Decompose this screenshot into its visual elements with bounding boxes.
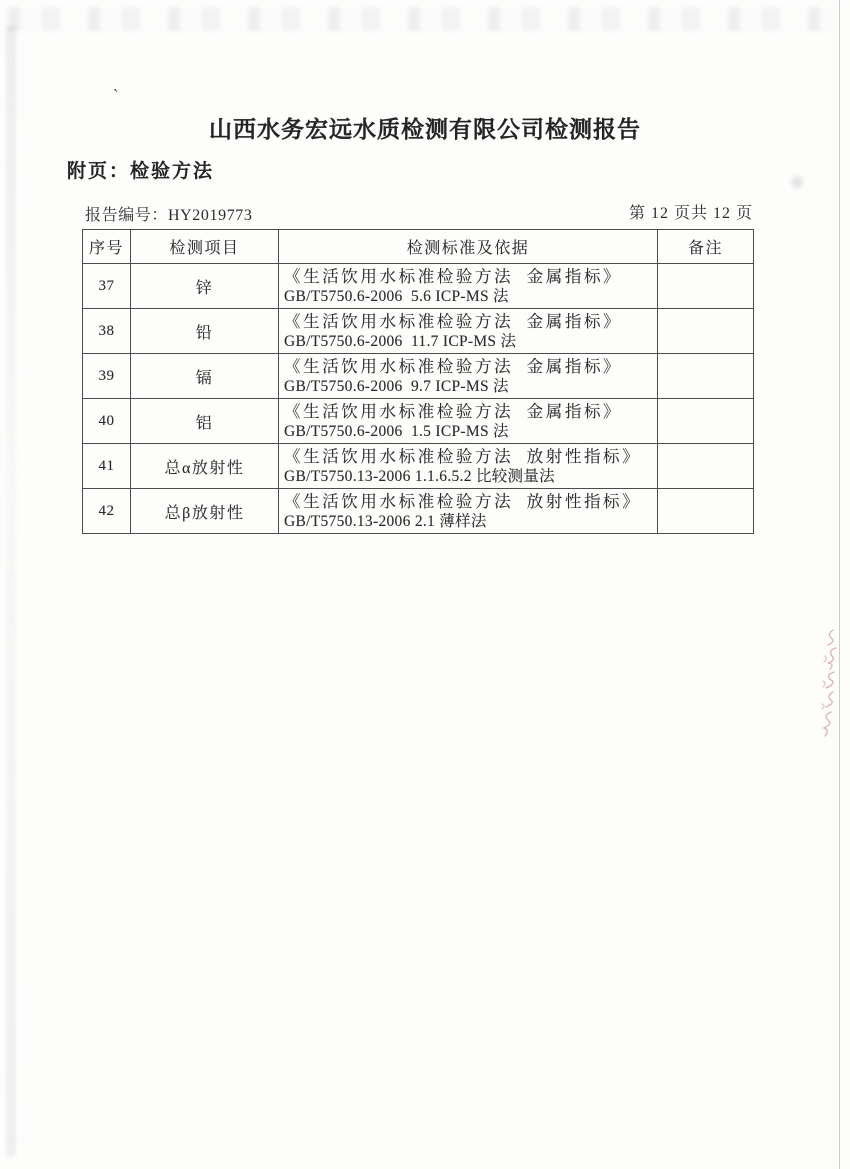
standard-line1: 《生活饮用水标准检验方法 放射性指标》 — [284, 492, 642, 511]
standard-line1: 《生活饮用水标准检验方法 金属指标》 — [284, 357, 623, 376]
handwriting-stroke — [822, 656, 826, 709]
table-header-row — [83, 230, 754, 264]
standard-line1: 《生活饮用水标准检验方法 放射性指标》 — [284, 447, 642, 466]
standard-line2: GB/T5750.6-2006 1.5 ICP-MS 法 — [284, 423, 509, 440]
cell-no: 42 — [83, 489, 131, 534]
header-cell-item: 检测项目 — [131, 230, 279, 264]
cell-remark — [658, 309, 754, 354]
report-title: 山西水务宏远水质检测有限公司检测报告 — [209, 116, 641, 142]
cell-standard — [279, 264, 658, 309]
cell-remark — [658, 354, 754, 399]
scan-noise-top — [8, 7, 836, 31]
cell-remark — [658, 444, 754, 489]
standard-line1: 《生活饮用水标准检验方法 金属指标》 — [284, 267, 623, 286]
cell-no: 39 — [83, 354, 131, 399]
cell-item: 镉 — [131, 354, 279, 399]
table-row — [83, 309, 754, 354]
cell-standard — [279, 444, 658, 489]
cell-no: 38 — [83, 309, 131, 354]
cell-standard — [279, 399, 658, 444]
cell-no: 41 — [83, 444, 131, 489]
cell-standard — [279, 309, 658, 354]
cell-item: 铅 — [131, 309, 279, 354]
cell-item: 总α放射性 — [131, 444, 279, 489]
table-row — [83, 264, 754, 309]
standard-line2: GB/T5750.6-2006 11.7 ICP-MS 法 — [284, 333, 517, 350]
cell-item: 铝 — [131, 399, 279, 444]
header-cell-no: 序号 — [83, 230, 131, 264]
handwriting-stroke — [824, 630, 836, 736]
stray-tick-mark: ` — [110, 85, 120, 106]
page-indicator: 第 12 页共 12 页 — [628, 205, 753, 222]
cell-item: 总β放射性 — [131, 489, 279, 534]
cell-remark — [658, 489, 754, 534]
table-row — [83, 354, 754, 399]
cell-standard — [279, 354, 658, 399]
scan-smudge — [789, 172, 805, 192]
scan-streak-left — [6, 26, 16, 1156]
header-cell-remark: 备注 — [658, 230, 754, 264]
standard-line1: 《生活饮用水标准检验方法 金属指标》 — [284, 312, 623, 331]
methods-table — [82, 229, 754, 534]
report-number: 报告编号：HY2019773 — [85, 207, 253, 224]
red-handwriting-mark — [803, 626, 845, 744]
cell-no: 40 — [83, 399, 131, 444]
standard-line2: GB/T5750.6-2006 9.7 ICP-MS 法 — [284, 378, 509, 395]
scan-edge-line — [839, 0, 840, 1169]
cell-remark — [658, 399, 754, 444]
attachment-subtitle: 附页：检验方法 — [67, 161, 215, 182]
standard-line1: 《生活饮用水标准检验方法 金属指标》 — [284, 402, 623, 421]
cell-standard — [279, 489, 658, 534]
header-cell-standard: 检测标准及依据 — [279, 230, 658, 264]
standard-line2: GB/T5750.13-2006 1.1.6.5.2 比较测量法 — [284, 468, 555, 485]
table-row — [83, 489, 754, 534]
standard-line2: GB/T5750.13-2006 2.1 薄样法 — [284, 513, 487, 530]
cell-remark — [658, 264, 754, 309]
cell-item: 锌 — [131, 264, 279, 309]
table-row — [83, 399, 754, 444]
cell-no: 37 — [83, 264, 131, 309]
table-row — [83, 444, 754, 489]
standard-line2: GB/T5750.6-2006 5.6 ICP-MS 法 — [284, 288, 509, 305]
